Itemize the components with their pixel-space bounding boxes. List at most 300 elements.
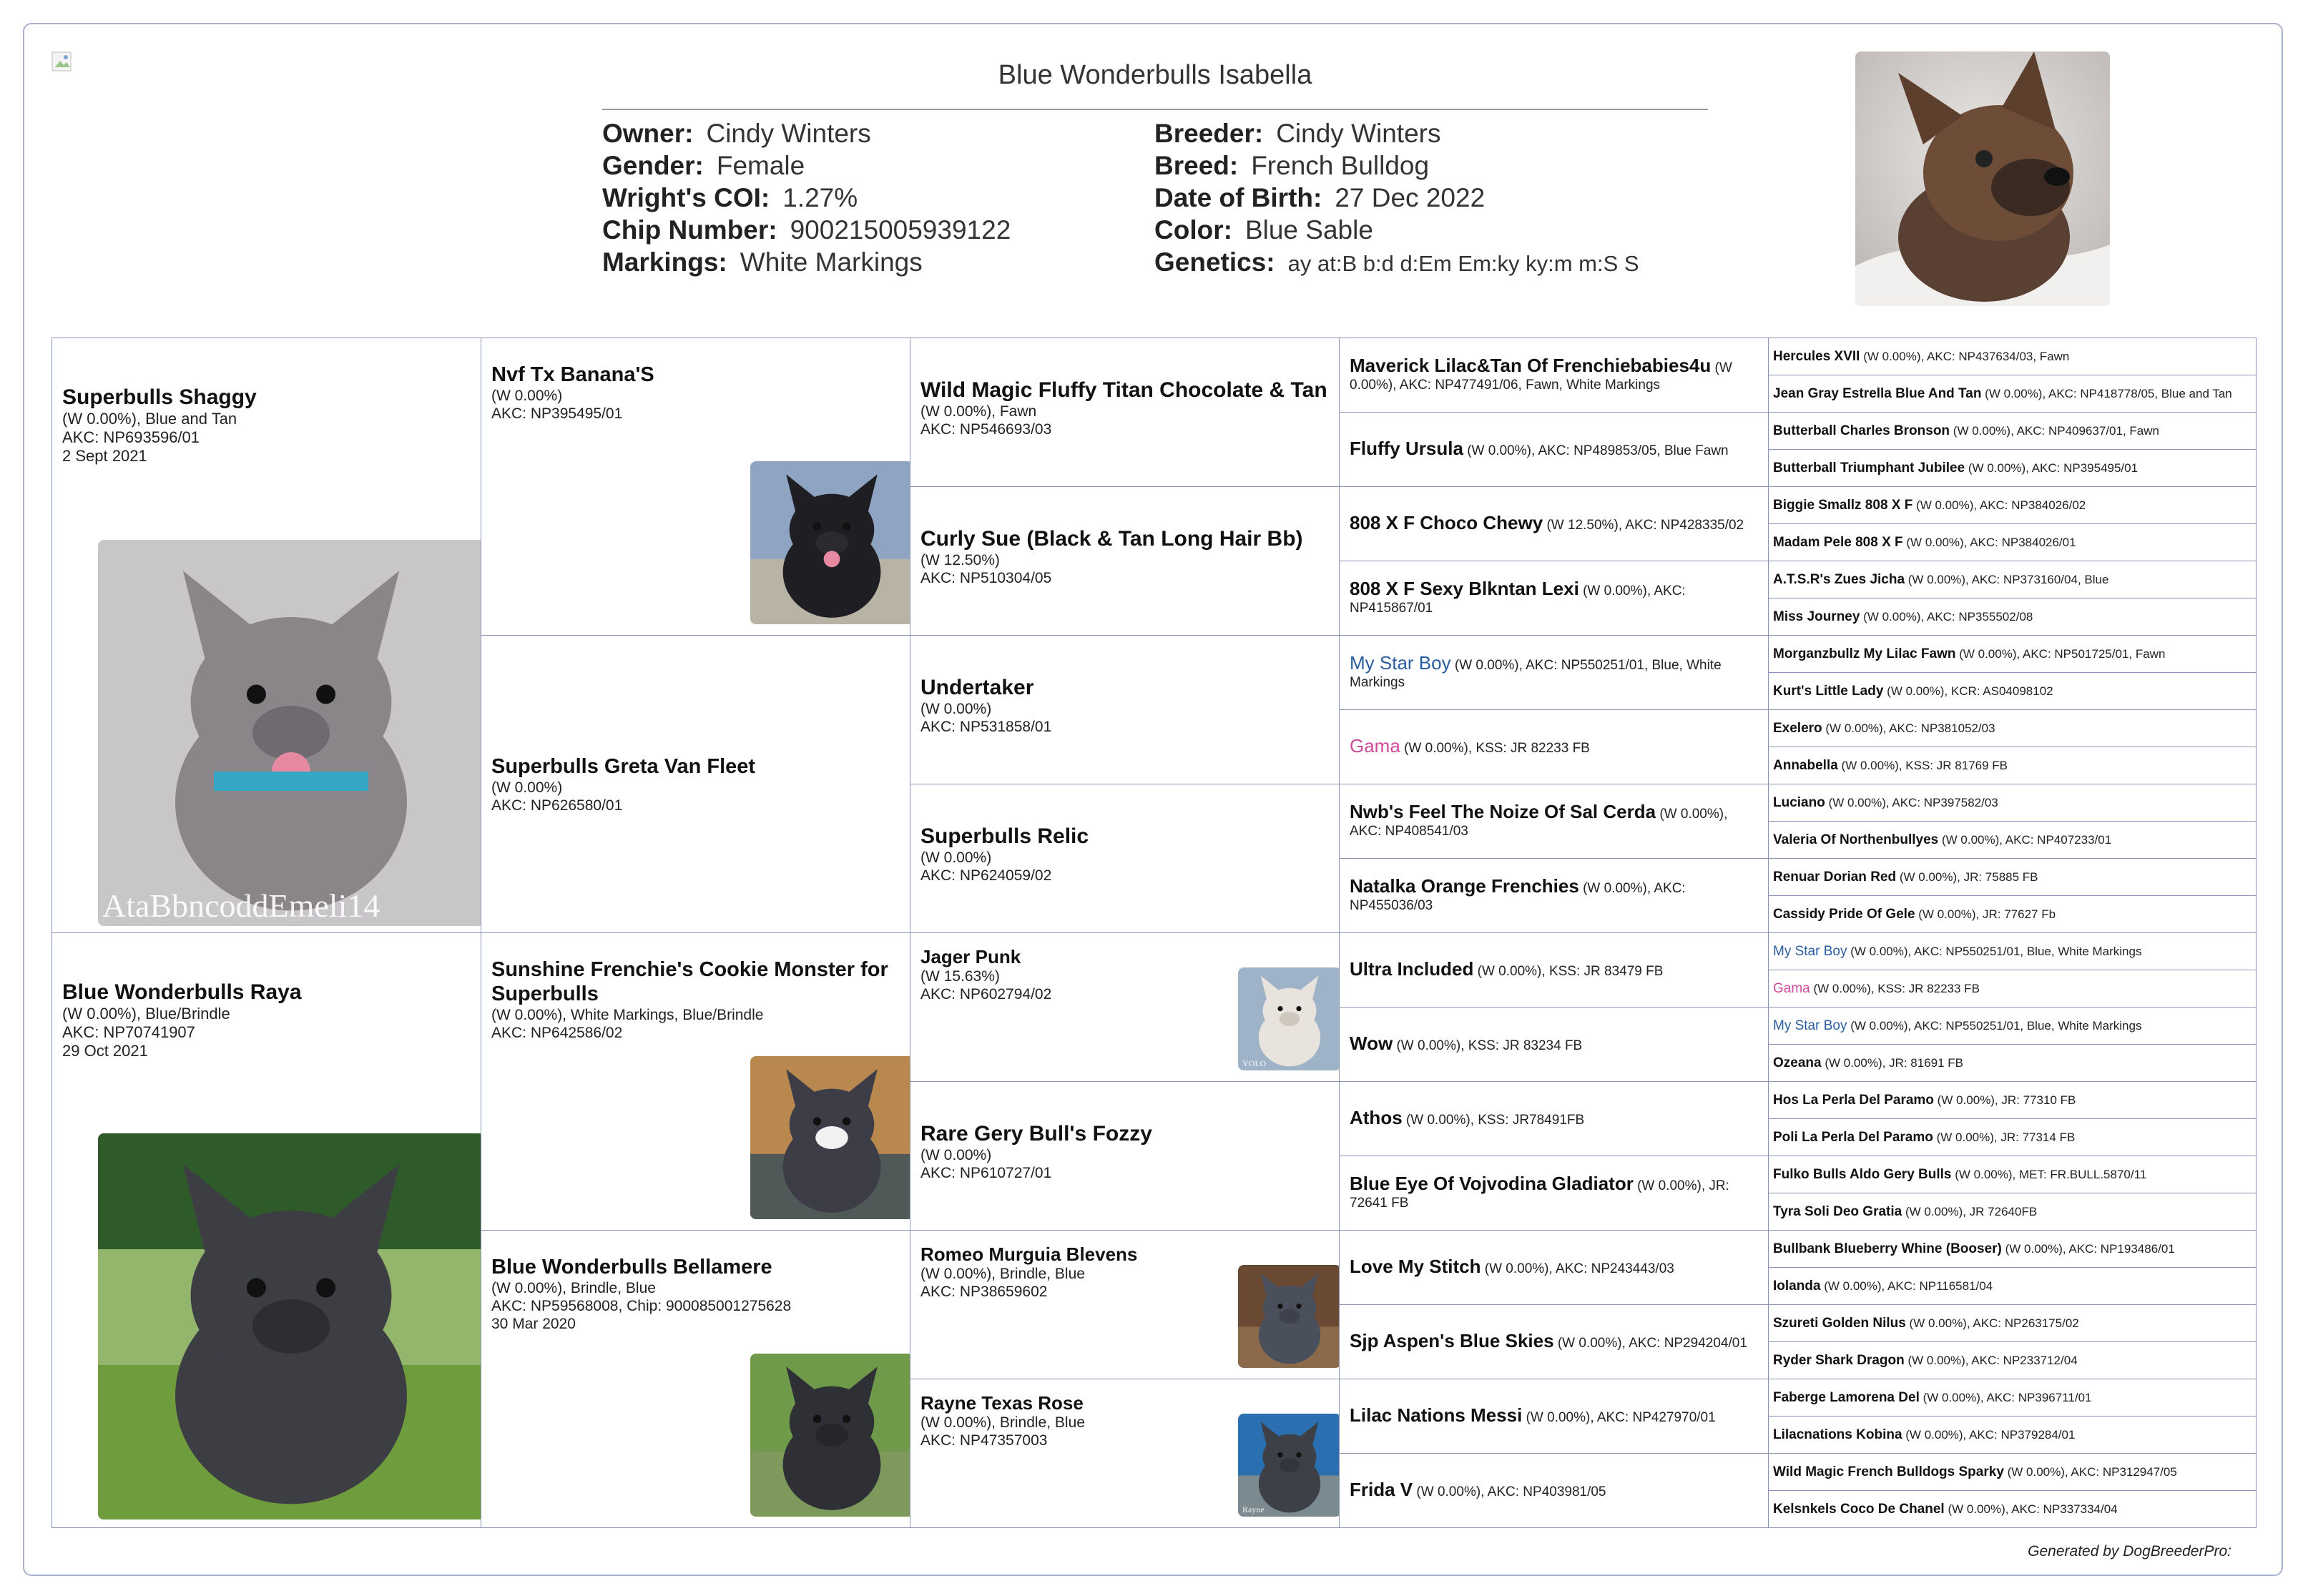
gen2-cell[interactable]: [481, 932, 910, 1231]
gen4-entry: [1350, 577, 1758, 617]
gen3-cell[interactable]: [910, 1081, 1340, 1231]
ancestor-name[interactable]: Ozeana: [1773, 1055, 1822, 1070]
ancestor-name[interactable]: Renuar Dorian Red: [1773, 869, 1897, 885]
ancestor-name[interactable]: Sunshine Frenchie's Cookie Monster for Superbulls: [491, 958, 888, 1005]
gen5-cell[interactable]: [1768, 375, 2257, 413]
gen4-cell[interactable]: [1339, 1081, 1769, 1156]
ancestor-detail: AKC: NP626580/01: [491, 797, 623, 814]
ancestor-detail: (W 0.00%), KSS: JR 82233 FB: [1813, 981, 1980, 995]
ancestor-detail: (W 0.00%): [491, 779, 563, 796]
gen5-cell[interactable]: [1768, 1118, 2257, 1156]
gen4-entry: [1350, 1255, 1674, 1278]
gen5-cell[interactable]: [1768, 747, 2257, 784]
gen2-text: [491, 754, 900, 814]
gen5-entry: [1773, 981, 1980, 997]
ancestor-detail: (W 0.00%), KSS: JR 83234 FB: [1396, 1038, 1583, 1053]
ancestor-detail: AKC: NP642586/02: [491, 1025, 623, 1041]
gender-row: [602, 149, 1011, 182]
sire-photo: [98, 540, 481, 926]
ancestor-detail: AKC: NP602794/02: [920, 986, 1052, 1003]
breed-value: French Bulldog: [1251, 151, 1430, 180]
gen3-text: [920, 1392, 1221, 1449]
gen3-cell[interactable]: [910, 486, 1340, 636]
ancestor-detail: (W 0.00%), KSS: JR78491FB: [1405, 1112, 1585, 1128]
gen5-cell[interactable]: [1768, 449, 2257, 487]
gen1-detail: 29 Oct 2021: [62, 1042, 148, 1060]
ancestor-photo-caption: YOLO: [1242, 1058, 1267, 1068]
gen4-entry: [1350, 354, 1758, 394]
ancestor-photo: [750, 1354, 910, 1517]
ancestor-name[interactable]: Hercules XVII: [1773, 348, 1860, 364]
ancestor-detail: (W 0.00%), AKC: NP384026/01: [1906, 535, 2076, 549]
ancestor-detail: (W 0.00%), Brindle, Blue: [920, 1414, 1085, 1431]
color-label: Color:: [1154, 215, 1232, 245]
ancestor-name[interactable]: Lilacnations Kobina: [1773, 1427, 1902, 1442]
ancestor-photo: [750, 461, 910, 624]
ancestor-detail: (W 0.00%), AKC: NP355502/08: [1863, 609, 2033, 624]
title-divider: [602, 109, 1708, 110]
ancestor-name[interactable]: Superbulls Greta Van Fleet: [491, 755, 756, 778]
ancestor-detail: (W 0.00%), KSS: JR 82233 FB: [1404, 740, 1590, 756]
gen5-entry: [1773, 795, 1998, 811]
gen5-cell[interactable]: [1768, 1453, 2257, 1491]
coi-value: 1.27%: [782, 183, 858, 212]
ancestor-detail: (W 12.50%), AKC: NP428335/02: [1546, 517, 1744, 533]
gen5-entry: [1773, 386, 2232, 402]
ancestor-name[interactable]: Gama: [1773, 980, 1810, 996]
gen5-entry: [1773, 1390, 2092, 1406]
gen4-entry: [1350, 1106, 1585, 1129]
ancestor-name[interactable]: Biggie Smallz 808 X F: [1773, 497, 1913, 513]
gen5-entry: [1773, 1353, 2078, 1369]
gen3-cell[interactable]: [910, 932, 1340, 1082]
ancestor-name[interactable]: Romeo Murguia Blevens: [920, 1243, 1138, 1265]
ancestor-photo: [1238, 1265, 1340, 1368]
gen4-entry: [1350, 511, 1744, 534]
ancestor-detail: (W 0.00%), JR: 77627 Fb: [1918, 907, 2056, 921]
ancestor-name[interactable]: Athos: [1350, 1106, 1403, 1128]
ancestor-name[interactable]: My Star Boy: [1773, 943, 1847, 959]
ancestor-detail: (W 0.00%): [920, 849, 992, 866]
ancestor-detail: (W 0.00%), AKC: NP337334/04: [1948, 1502, 2118, 1516]
gen3-text: [920, 378, 1329, 438]
gender-value: Female: [716, 151, 805, 180]
ancestor-detail: (W 0.00%), AKC: NP193486/01: [2005, 1241, 2175, 1256]
ancestor-detail: (W 0.00%), AKC: NP409637/01, Fawn: [1953, 423, 2159, 438]
coi-row: [602, 182, 1011, 214]
gen5-entry: [1773, 721, 1995, 737]
gen4-cell[interactable]: [1339, 561, 1769, 636]
ancestor-name[interactable]: Undertaker: [920, 676, 1034, 699]
gen4-entry: [1350, 800, 1758, 840]
ancestor-name[interactable]: Luciano: [1773, 794, 1825, 810]
ancestor-detail: AKC: NP510304/05: [920, 570, 1052, 586]
gen5-cell[interactable]: [1768, 932, 2257, 970]
gen1-detail: (W 0.00%), Blue and Tan: [62, 410, 237, 428]
ancestor-photo: [1238, 967, 1340, 1070]
gen4-cell[interactable]: [1339, 412, 1769, 487]
dog-name-title: Blue Wonderbulls Isabella: [998, 60, 1312, 90]
gender-label: Gender:: [602, 151, 704, 180]
ancestor-name[interactable]: 808 X F Choco Chewy: [1350, 511, 1543, 533]
ancestor-name[interactable]: Nvf Tx Banana'S: [491, 363, 654, 386]
gen5-entry: [1773, 1279, 1993, 1294]
gen4-cell[interactable]: [1339, 338, 1769, 413]
ancestor-detail: (W 0.00%), AKC: NP407233/01: [1941, 832, 2112, 847]
ancestor-detail: (W 0.00%): [920, 701, 992, 717]
ancestor-detail: (W 0.00%), AKC: NP395495/01: [1968, 460, 2138, 475]
gen4-cell[interactable]: [1339, 1230, 1769, 1305]
ancestor-detail: (W 0.00%), AKC: NP501725/01, Fawn: [1959, 646, 2166, 661]
gen2-cell[interactable]: [481, 338, 910, 636]
owner-label: Owner:: [602, 119, 694, 148]
ancestor-name[interactable]: Blue Eye Of Vojvodina Gladiator: [1350, 1172, 1634, 1194]
gen1-detail: (W 0.00%), Blue/Brindle: [62, 1005, 230, 1023]
ancestor-detail: (W 0.00%), JR: 81691 FB: [1825, 1055, 1964, 1070]
gen4-entry: [1350, 1404, 1716, 1427]
ancestor-detail: (W 0.00%), AKC: NP384026/02: [1916, 498, 2086, 512]
ancestor-name[interactable]: Nwb's Feel The Noize Of Sal Cerda: [1350, 800, 1656, 822]
gen5-cell[interactable]: [1768, 486, 2257, 524]
ancestor-detail: AKC: NP395495/01: [491, 405, 623, 422]
ancestor-name[interactable]: Fluffy Ursula: [1350, 437, 1463, 459]
gen4-cell[interactable]: [1339, 1304, 1769, 1379]
ancestor-detail: (W 0.00%), AKC: NP263175/02: [1909, 1316, 2079, 1330]
gen5-entry: [1773, 1241, 2175, 1257]
gen4-cell[interactable]: [1339, 1156, 1769, 1231]
ancestor-detail: (W 0.00%), AKC: NP379284/01: [1905, 1427, 2076, 1442]
chip-row: [602, 214, 1011, 246]
gen5-entry: [1773, 758, 2008, 774]
ancestor-name[interactable]: Tyra Soli Deo Gratia: [1773, 1203, 1902, 1219]
ancestor-detail: (W 0.00%), Brindle, Blue: [920, 1266, 1085, 1282]
gen5-cell[interactable]: [1768, 895, 2257, 933]
ancestor-photo: [1238, 1414, 1340, 1517]
ancestor-name[interactable]: Szureti Golden Nilus: [1773, 1315, 1906, 1331]
ancestor-name[interactable]: Iolanda: [1773, 1278, 1821, 1294]
ancestor-name[interactable]: My Star Boy: [1773, 1018, 1847, 1033]
gen5-cell[interactable]: [1768, 970, 2257, 1008]
dob-row: [1154, 182, 1639, 214]
gen5-cell[interactable]: [1768, 1007, 2257, 1045]
markings-label: Markings:: [602, 247, 727, 277]
gen4-cell[interactable]: [1339, 784, 1769, 859]
gen3-text: [920, 946, 1221, 1003]
gen4-entry: [1350, 1032, 1583, 1055]
gen4-cell[interactable]: [1339, 858, 1769, 933]
gen4-entry: [1350, 957, 1664, 980]
ancestor-name[interactable]: Madam Pele 808 X F: [1773, 534, 1903, 550]
gen5-cell[interactable]: [1768, 598, 2257, 636]
owner-value: Cindy Winters: [706, 119, 871, 148]
ancestor-name[interactable]: Morganzbullz My Lilac Fawn: [1773, 646, 1956, 661]
ancestor-name[interactable]: Lilac Nations Messi: [1350, 1404, 1523, 1426]
ancestor-name[interactable]: Ryder Shark Dragon: [1773, 1352, 1905, 1368]
ancestor-detail: (W 0.00%), AKC: NP455036/03: [1350, 880, 1686, 913]
gen5-cell[interactable]: [1768, 821, 2257, 859]
ancestor-photo: [750, 1056, 910, 1219]
gen5-entry: [1773, 535, 2076, 551]
ancestor-detail: AKC: NP624059/02: [920, 867, 1052, 884]
ancestor-detail: (W 0.00%), AKC: NP312947/05: [2007, 1464, 2177, 1479]
breed-label: Breed:: [1154, 151, 1239, 180]
gen5-cell[interactable]: [1768, 858, 2257, 896]
ancestor-name[interactable]: Curly Sue (Black & Tan Long Hair Bb): [920, 527, 1303, 551]
ancestor-detail: (W 0.00%), JR: 77314 FB: [1936, 1130, 2076, 1144]
ancestor-detail: (W 0.00%), JR 72640FB: [1905, 1204, 2038, 1218]
ancestor-name[interactable]: 808 X F Sexy Blkntan Lexi: [1350, 577, 1579, 599]
gen4-cell[interactable]: [1339, 1453, 1769, 1528]
chip-value: 900215005939122: [790, 215, 1011, 245]
breeder-row: [1154, 117, 1639, 149]
gen5-cell[interactable]: [1768, 1230, 2257, 1268]
gen5-entry: [1773, 423, 2159, 439]
gen5-entry: [1773, 907, 2056, 922]
gen2-cell[interactable]: [481, 1230, 910, 1528]
ancestor-detail: (W 0.00%), AKC: NP243443/03: [1484, 1261, 1674, 1276]
sire-dam-name[interactable]: Superbulls Shaggy: [62, 385, 257, 409]
color-value: Blue Sable: [1244, 215, 1373, 245]
ancestor-name[interactable]: Blue Wonderbulls Bellamere: [491, 1256, 772, 1279]
gen5-cell[interactable]: [1768, 523, 2257, 561]
ancestor-name[interactable]: Sjp Aspen's Blue Skies: [1350, 1329, 1554, 1351]
ancestor-detail: AKC: NP546693/03: [920, 421, 1052, 438]
ancestor-detail: (W 0.00%), AKC: NP408541/03: [1350, 806, 1728, 839]
gen3-text: [920, 824, 1329, 885]
gen3-text: [920, 1122, 1329, 1182]
info-left-column: [602, 117, 1011, 278]
gen3-cell[interactable]: [910, 1379, 1340, 1528]
genetics-label: Genetics:: [1154, 247, 1275, 277]
ancestor-detail: (W 0.00%), AKC: NP116581/04: [1824, 1279, 1993, 1293]
breed-row: [1154, 149, 1639, 182]
gen5-cell[interactable]: [1768, 672, 2257, 710]
ancestor-detail: (W 0.00%), JR: 77310 FB: [1937, 1093, 2076, 1107]
gen2-cell[interactable]: [481, 635, 910, 933]
gen1-detail: AKC: NP70741907: [62, 1023, 195, 1041]
ancestor-name[interactable]: Ultra Included: [1350, 957, 1474, 980]
genetics-value: ay at:B b:d d:Em Em:ky ky:m m:S S: [1287, 251, 1639, 276]
ancestor-photo-caption: Rayne: [1242, 1504, 1265, 1514]
gen5-entry: [1773, 1427, 2075, 1443]
dob-label: Date of Birth:: [1154, 183, 1322, 212]
ancestor-detail: (W 0.00%), Brindle, Blue: [491, 1280, 656, 1296]
gen4-cell[interactable]: [1339, 1007, 1769, 1082]
gen5-entry: [1773, 832, 2111, 848]
ancestor-name[interactable]: Exelero: [1773, 720, 1822, 736]
ancestor-detail: (W 0.00%), White Markings, Blue/Brindle: [491, 1007, 764, 1023]
gen4-entry: [1350, 651, 1758, 691]
gen5-cell[interactable]: [1768, 1193, 2257, 1231]
color-row: [1154, 214, 1639, 246]
ancestor-detail: (W 0.00%), Fawn: [920, 403, 1037, 420]
gen5-cell[interactable]: [1768, 1156, 2257, 1193]
ancestor-name[interactable]: Faberge Lamorena Del: [1773, 1389, 1920, 1405]
gen5-entry: [1773, 1167, 2146, 1183]
dam-photo: [98, 1133, 481, 1519]
ancestor-detail: (W 0.00%), AKC: NP403981/05: [1416, 1484, 1606, 1499]
gen5-cell[interactable]: [1768, 1267, 2257, 1305]
ancestor-name[interactable]: Wild Magic Fluffy Titan Chocolate & Tan: [920, 378, 1327, 402]
logo-image: [51, 51, 73, 73]
markings-row: [602, 246, 1011, 278]
ancestor-detail: (W 15.63%): [920, 968, 1000, 985]
gen3-cell[interactable]: [910, 1230, 1340, 1379]
gen5-entry: [1773, 498, 2086, 513]
gen1-cell[interactable]: [51, 338, 481, 933]
gen3-cell[interactable]: [910, 635, 1340, 784]
gen5-entry: [1773, 1502, 2118, 1517]
gen1-text: [62, 385, 471, 466]
ancestor-name[interactable]: Hos La Perla Del Paramo: [1773, 1092, 1934, 1108]
pedigree-chart: [51, 338, 2256, 1527]
ancestor-detail: (W 0.00%), AKC: NP477491/06, Fawn, White Markings: [1350, 360, 1732, 393]
dob-value: 27 Dec 2022: [1335, 183, 1486, 212]
gen5-entry: [1773, 572, 2108, 588]
gen5-entry: [1773, 460, 2138, 476]
gen5-entry: [1773, 684, 2053, 699]
ancestor-detail: (W 0.00%), AKC: NP437634/03, Fawn: [1863, 349, 2070, 363]
ancestor-name[interactable]: Wild Magic French Bulldogs Sparky: [1773, 1464, 2004, 1479]
gen5-entry: [1773, 609, 2033, 625]
gen5-entry: [1773, 1316, 2079, 1331]
gen1-detail: AKC: NP693596/01: [62, 428, 200, 446]
gen2-text: [491, 1255, 900, 1333]
gen5-entry: [1773, 1130, 2075, 1146]
gen1-cell[interactable]: [51, 932, 481, 1528]
gen4-cell[interactable]: [1339, 635, 1769, 710]
ancestor-name[interactable]: Valeria Of Northenbullyes: [1773, 832, 1939, 847]
gen5-entry: [1773, 646, 2165, 662]
main-dog-photo: [1855, 51, 2110, 306]
ancestor-detail: (W 0.00%), AKC: NP489853/05, Blue Fawn: [1467, 443, 1729, 458]
ancestor-detail: (W 0.00%), AKC: NP294204/01: [1557, 1335, 1747, 1351]
ancestor-detail: (W 0.00%), KCR: AS04098102: [1887, 684, 2053, 698]
ancestor-name[interactable]: Rayne Texas Rose: [920, 1392, 1084, 1414]
gen5-cell[interactable]: [1768, 1081, 2257, 1119]
coi-label: Wright's COI:: [602, 183, 770, 212]
gen5-entry: [1773, 1204, 2037, 1220]
ancestor-detail: (W 0.00%), AKC: NP233712/04: [1907, 1353, 2078, 1367]
ancestor-detail: (W 0.00%), AKC: NP373160/04, Blue: [1907, 572, 2109, 586]
gen5-cell[interactable]: [1768, 1044, 2257, 1082]
ancestor-name[interactable]: My Star Boy: [1350, 651, 1451, 674]
ancestor-detail: AKC: NP47357003: [920, 1432, 1048, 1449]
gen5-cell[interactable]: [1768, 1341, 2257, 1379]
gen5-entry: [1773, 1055, 1963, 1071]
ancestor-name[interactable]: Wow: [1350, 1032, 1393, 1054]
ancestor-detail: (W 0.00%), AKC: NP396711/01: [1923, 1390, 2092, 1404]
ancestor-detail: (W 0.00%), AKC: NP397582/03: [1828, 795, 1998, 809]
gen5-cell[interactable]: [1768, 338, 2257, 375]
ancestor-detail: (W 0.00%), AKC: NP550251/01, Blue, White Markings: [1850, 1018, 2142, 1033]
ancestor-detail: (W 0.00%), KSS: JR 83479 FB: [1477, 963, 1664, 979]
ancestor-name[interactable]: Fulko Bulls Aldo Gery Bulls: [1773, 1166, 1952, 1182]
ancestor-name[interactable]: Poli La Perla Del Paramo: [1773, 1129, 1933, 1145]
ancestor-detail: (W 0.00%), KSS: JR 81769 FB: [1841, 758, 2008, 772]
gen5-cell[interactable]: [1768, 635, 2257, 673]
ancestor-name[interactable]: Butterball Triumphant Jubilee: [1773, 460, 1965, 476]
ancestor-detail: AKC: NP59568008, Chip: 900085001275628: [491, 1298, 792, 1314]
gen5-cell[interactable]: [1768, 709, 2257, 747]
ancestor-name[interactable]: Kelsnkels Coco De Chanel: [1773, 1501, 1945, 1517]
ancestor-detail: AKC: NP531858/01: [920, 719, 1052, 735]
ancestor-detail: (W 0.00%), AKC: NP427970/01: [1526, 1409, 1716, 1425]
ancestor-detail: (W 0.00%): [920, 1147, 992, 1163]
chip-label: Chip Number:: [602, 215, 777, 245]
ancestor-detail: (W 0.00%), AKC: NP415867/01: [1350, 583, 1686, 616]
sire-photo-caption: AtaBbncoddEmeli14: [102, 887, 380, 924]
ancestor-name[interactable]: Natalka Orange Frenchies: [1350, 875, 1579, 897]
ancestor-name[interactable]: Kurt's Little Lady: [1773, 683, 1884, 699]
footer-credit: Generated by DogBreederPro:: [2028, 1543, 2231, 1560]
sire-dam-name[interactable]: Blue Wonderbulls Raya: [62, 980, 302, 1004]
gen1-text: [62, 980, 471, 1060]
gen4-cell[interactable]: [1339, 486, 1769, 561]
gen3-text: [920, 527, 1329, 587]
ancestor-name[interactable]: Bullbank Blueberry Whine (Booser): [1773, 1241, 2002, 1256]
gen5-entry: [1773, 1018, 2141, 1034]
gen3-cell[interactable]: [910, 338, 1340, 487]
gen3-cell[interactable]: [910, 784, 1340, 933]
gen4-cell[interactable]: [1339, 932, 1769, 1008]
ancestor-detail: AKC: NP610727/01: [920, 1165, 1052, 1181]
gen2-text: [491, 957, 900, 1042]
info-right-column: [1154, 117, 1639, 280]
gen1-detail: 2 Sept 2021: [62, 447, 147, 465]
ancestor-name[interactable]: Superbulls Relic: [920, 824, 1089, 848]
ancestor-name[interactable]: Gama: [1350, 734, 1400, 757]
gen4-entry: [1350, 877, 1758, 915]
gen5-cell[interactable]: [1768, 1379, 2257, 1417]
ancestor-detail: (W 0.00%), AKC: NP381052/03: [1825, 721, 1995, 735]
ancestor-detail: 30 Mar 2020: [491, 1316, 576, 1332]
ancestor-name[interactable]: Cassidy Pride Of Gele: [1773, 906, 1915, 922]
ancestor-detail: (W 0.00%), MET: FR.BULL.5870/11: [1955, 1167, 2147, 1181]
ancestor-name[interactable]: A.T.S.R's Zues Jicha: [1773, 571, 1905, 587]
ancestor-name[interactable]: Butterball Charles Bronson: [1773, 423, 1950, 438]
ancestor-detail: (W 0.00%), JR: 75885 FB: [1899, 870, 2038, 884]
markings-value: White Markings: [740, 247, 923, 277]
owner-row: [602, 117, 1011, 149]
ancestor-name[interactable]: Love My Stitch: [1350, 1255, 1481, 1277]
ancestor-detail: (W 0.00%), AKC: NP550251/01, Blue, White Markings: [1350, 657, 1722, 690]
ancestor-name[interactable]: Miss Journey: [1773, 609, 1860, 624]
gen5-entry: [1773, 944, 2141, 960]
gen5-entry: [1773, 349, 2069, 365]
ancestor-detail: AKC: NP38659602: [920, 1284, 1048, 1300]
ancestor-name[interactable]: Rare Gery Bull's Fozzy: [920, 1122, 1152, 1146]
gen5-cell[interactable]: [1768, 1416, 2257, 1454]
gen5-cell[interactable]: [1768, 784, 2257, 822]
gen4-entry: [1350, 734, 1590, 757]
ancestor-detail: (W 0.00%), AKC: NP418778/05, Blue and Tan: [1985, 386, 2232, 400]
ancestor-name[interactable]: Maverick Lilac&Tan Of Frenchiebabies4u: [1350, 354, 1712, 376]
gen3-text: [920, 676, 1329, 736]
gen5-cell[interactable]: [1768, 1490, 2257, 1528]
ancestor-name[interactable]: Frida V: [1350, 1478, 1413, 1500]
gen5-cell[interactable]: [1768, 1304, 2257, 1342]
ancestor-name[interactable]: Jean Gray Estrella Blue And Tan: [1773, 385, 1982, 401]
gen5-cell[interactable]: [1768, 412, 2257, 450]
gen4-cell[interactable]: [1339, 709, 1769, 784]
ancestor-name[interactable]: Jager Punk: [920, 946, 1021, 967]
gen5-entry: [1773, 1093, 2076, 1108]
ancestor-name[interactable]: Annabella: [1773, 757, 1838, 773]
gen4-cell[interactable]: [1339, 1379, 1769, 1454]
gen2-text: [491, 363, 900, 423]
gen5-cell[interactable]: [1768, 561, 2257, 598]
